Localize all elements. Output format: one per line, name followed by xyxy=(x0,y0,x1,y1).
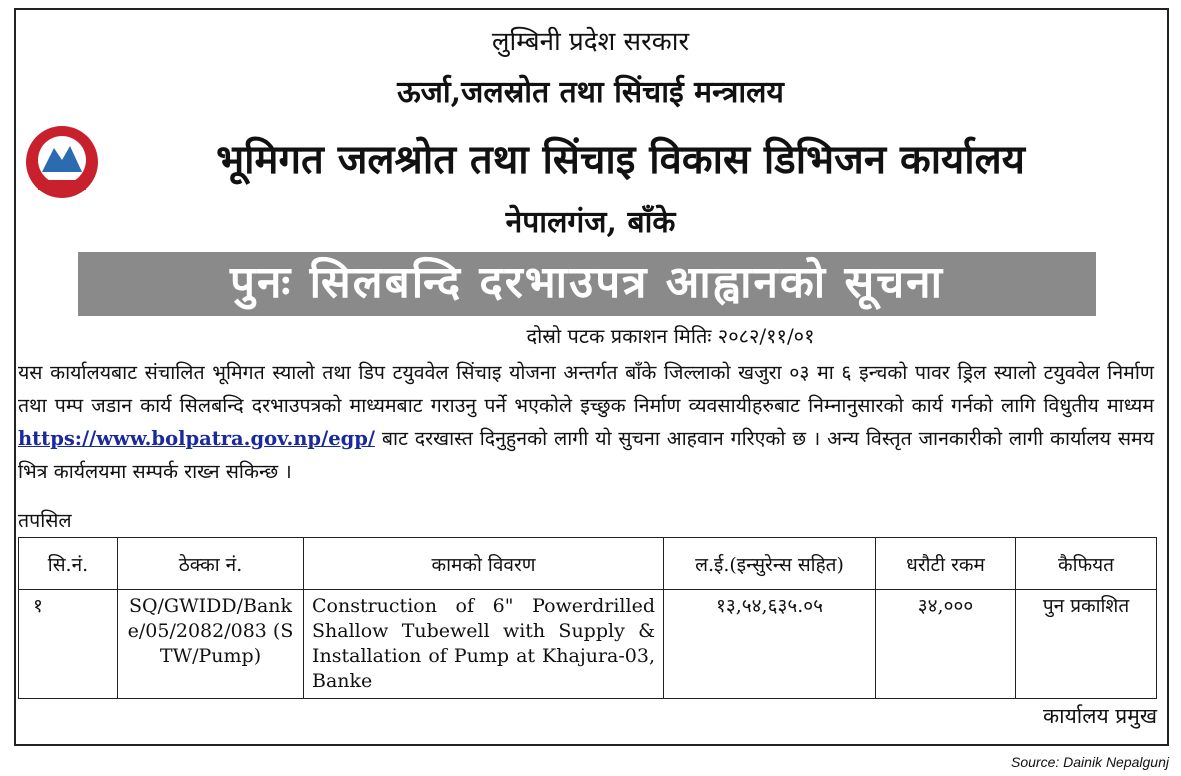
signature-office-chief: कार्यालय प्रमुख xyxy=(1043,704,1157,728)
ministry-name: ऊर्जा,जलस्रोत तथा सिंचाई मन्त्रालय xyxy=(397,75,784,110)
body-text-end: बाट दरखास्त दिनुहुनको लागी यो सुचना आहवान गरिएको छ । अन्य विस्तृत जानकारीको लागी कार्यालय समय भित्र कार्यलयमा सम्पर्क राख्न सकिन्छ । xyxy=(18,427,1155,483)
office-name: भूमिगत जलश्रोत तथा सिंचाइ विकास डिभिजन कार्यालय xyxy=(216,136,1025,183)
cell-remarks: पुन प्रकाशित xyxy=(1016,590,1157,699)
province-government: लुम्बिनी प्रदेश सरकार xyxy=(491,27,690,57)
header-description: कामको विवरण xyxy=(304,538,664,590)
table-header-row xyxy=(19,538,1157,590)
tender-table xyxy=(18,537,1157,699)
bolpatra-link[interactable]: https://www.bolpatra.gov.np/egp/ xyxy=(18,427,375,450)
cell-deposit: ३४,००० xyxy=(876,590,1016,699)
table-row xyxy=(19,590,1157,699)
cell-description: Construction of 6" Powerdrilled Shallow Tubewell with Supply & Installation of Pump at Khajura-03, Banke xyxy=(304,590,664,699)
header-deposit: धरौटी रकम xyxy=(876,538,1016,590)
office-location: नेपालगंज, बाँके xyxy=(505,205,676,240)
header-estimate: ल.ई.(इन्सुरेन्स सहित) xyxy=(664,538,876,590)
cell-estimate: १३,५४,६३५.०५ xyxy=(664,590,876,699)
cell-contract-no: SQ/GWIDD/Banke/05/2082/083 (STW/Pump) xyxy=(118,590,304,699)
header-contract-no: ठेक्का नं. xyxy=(118,538,304,590)
body-text: यस कार्यालयबाट संचालित भूमिगत स्यालो तथा डिप टयुववेल सिंचाइ योजना अन्तर्गत बाँके जिल्लाको खजुरा ०३ मा ६ इन्चको पावर ड्रिल स्यालो टयुववेल निर्माण तथा पम्प जडान कार्य सिलबन्दि दरभाउपत्रको माध्यमबाट गराउनु पर्ने भएकोले इच्छुक निर्माण व्यवसायीहरुबाट निम्नानुसारको कार्य गर्नको लागि विधुतीय माध्यम xyxy=(18,361,1154,417)
header-remarks: कैफियत xyxy=(1016,538,1157,590)
cell-sn: १ xyxy=(19,590,118,699)
header-sn: सि.नं. xyxy=(19,538,118,590)
notice-body xyxy=(18,356,1154,488)
publication-date: दोस्रो पटक प्रकाशन मितिः २०८२/११/०१ xyxy=(526,324,815,348)
source-credit: Source: Dainik Nepalgunj xyxy=(1011,754,1169,770)
notice-title-banner: पुनः सिलबन्दि दरभाउपत्र आह्वानको सूचना xyxy=(78,252,1096,316)
schedule-label: तपसिल xyxy=(18,509,72,532)
